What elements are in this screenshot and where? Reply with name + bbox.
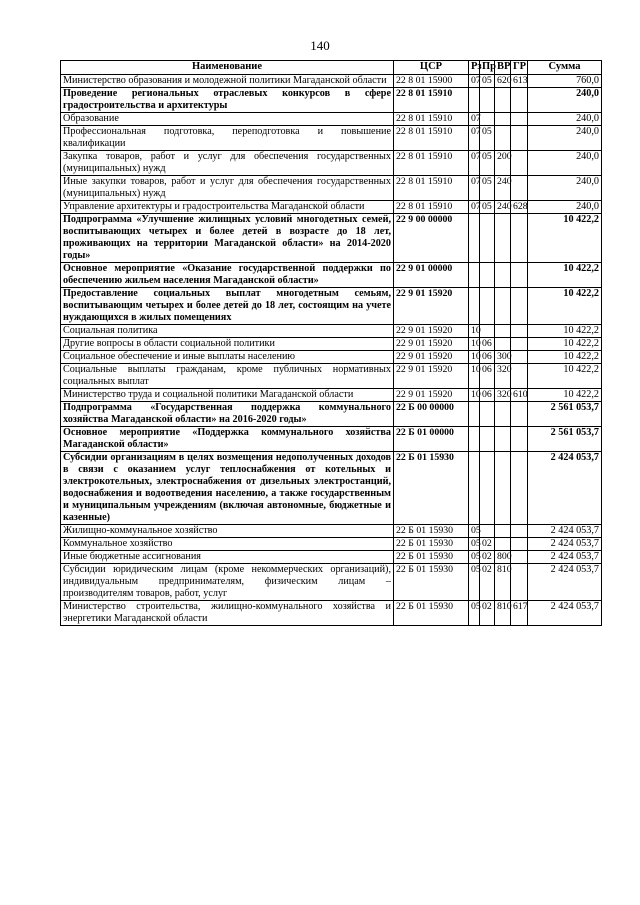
cell-name: Министерство образования и молодежной политики Магаданской области [61,75,394,88]
header-name: Наименование [61,61,394,75]
cell-vr: 240 [495,176,511,201]
cell-rz [469,402,480,427]
cell-vr [495,214,511,263]
table-row [61,75,602,88]
cell-gr: 613 [511,75,528,88]
cell-gr: 610 [511,389,528,402]
cell-pr: 05 [480,126,495,151]
cell-name: Управление архитектуры и градостроительства Магаданской области [61,201,394,214]
cell-name: Иные бюджетные ассигнования [61,551,394,564]
table-row [61,389,602,402]
cell-pr: 06 [480,389,495,402]
cell-sum: 10 422,2 [528,288,602,325]
cell-gr [511,88,528,113]
table-row [61,551,602,564]
cell-rz: 07 [469,113,480,126]
cell-csr: 22 9 01 15920 [394,389,469,402]
cell-csr: 22 8 01 15910 [394,126,469,151]
cell-rz: 07 [469,176,480,201]
cell-csr: 22 9 01 15920 [394,325,469,338]
cell-rz: 05 [469,525,480,538]
cell-sum: 10 422,2 [528,214,602,263]
cell-sum: 10 422,2 [528,338,602,351]
table-row [61,176,602,201]
cell-name: Социальная политика [61,325,394,338]
table-row [61,564,602,601]
cell-gr [511,113,528,126]
cell-csr: 22 9 01 15920 [394,338,469,351]
table-row [61,151,602,176]
cell-vr [495,338,511,351]
cell-pr [480,214,495,263]
cell-gr [511,402,528,427]
cell-vr [495,525,511,538]
table-row [61,601,602,626]
cell-rz: 07 [469,151,480,176]
cell-gr [511,364,528,389]
cell-sum: 240,0 [528,151,602,176]
header-rz: Рз [469,61,480,75]
cell-rz: 05 [469,564,480,601]
cell-rz [469,88,480,113]
cell-sum: 240,0 [528,176,602,201]
cell-gr [511,151,528,176]
cell-name: Социальное обеспечение и иные выплаты населению [61,351,394,364]
table-row [61,452,602,525]
cell-sum: 2 424 053,7 [528,564,602,601]
cell-rz: 10 [469,364,480,389]
table-row [61,88,602,113]
cell-csr: 22 Б 01 15930 [394,564,469,601]
cell-gr [511,176,528,201]
table-header-row [61,61,602,75]
cell-csr: 22 9 01 15920 [394,364,469,389]
cell-gr [511,126,528,151]
header-sum: Сумма [528,61,602,75]
cell-pr: 05 [480,151,495,176]
cell-rz [469,427,480,452]
cell-rz: 10 [469,325,480,338]
cell-pr [480,325,495,338]
cell-csr: 22 Б 01 15930 [394,452,469,525]
cell-vr: 320 [495,389,511,402]
cell-pr: 06 [480,338,495,351]
cell-sum: 10 422,2 [528,364,602,389]
cell-name: Основное мероприятие «Оказание государственной поддержки по обеспечению жильем населения Магаданской области» [61,263,394,288]
cell-rz: 05 [469,551,480,564]
cell-sum: 2 424 053,7 [528,525,602,538]
cell-vr: 620 [495,75,511,88]
cell-name: Социальные выплаты гражданам, кроме публичных нормативных социальных выплат [61,364,394,389]
cell-sum: 10 422,2 [528,263,602,288]
cell-name: Иные закупки товаров, работ и услуг для обеспечения государственных (муниципальных) нужд [61,176,394,201]
cell-name: Жилищно-коммунальное хозяйство [61,525,394,538]
cell-csr: 22 9 00 00000 [394,214,469,263]
cell-pr: 02 [480,551,495,564]
cell-name: Закупка товаров, работ и услуг для обеспечения государственных (муниципальных) нужд [61,151,394,176]
table-row [61,351,602,364]
cell-pr [480,402,495,427]
cell-csr: 22 Б 01 00000 [394,427,469,452]
cell-sum: 2 424 053,7 [528,538,602,551]
cell-pr: 06 [480,364,495,389]
table-row [61,427,602,452]
cell-csr: 22 Б 00 00000 [394,402,469,427]
cell-rz [469,452,480,525]
table-row [61,263,602,288]
cell-gr [511,351,528,364]
cell-pr: 05 [480,75,495,88]
cell-sum: 10 422,2 [528,389,602,402]
table-row [61,538,602,551]
cell-name: Министерство труда и социальной политики Магаданской области [61,389,394,402]
cell-gr [511,452,528,525]
cell-name: Субсидии организациям в целях возмещения недополученных доходов в связи с оказанием услуг теплоснабжения от котельных и электрокотельных, электроснабжения от дизельных электростанций, водоснабжения и водоотведения населению, а также государственным и муниципальным учреждениям (включая автономные, бюджетные и казенные) [61,452,394,525]
cell-gr [511,338,528,351]
cell-csr: 22 9 01 15920 [394,288,469,325]
header-pr: Пр [480,61,495,75]
cell-vr [495,538,511,551]
cell-name: Министерство строительства, жилищно-коммунального хозяйства и энергетики Магаданской области [61,601,394,626]
cell-sum: 10 422,2 [528,351,602,364]
cell-pr [480,113,495,126]
cell-rz [469,288,480,325]
cell-vr [495,288,511,325]
cell-vr: 810 [495,601,511,626]
cell-rz: 10 [469,338,480,351]
cell-sum: 760,0 [528,75,602,88]
header-vr: ВР [495,61,511,75]
table-row [61,325,602,338]
cell-rz: 07 [469,126,480,151]
cell-vr [495,427,511,452]
cell-sum: 240,0 [528,201,602,214]
header-gr: ГР [511,61,528,75]
table-row [61,113,602,126]
cell-rz: 05 [469,538,480,551]
cell-name: Подпрограмма «Государственная поддержка коммунального хозяйства Магаданской области» на 2016-2020 годы» [61,402,394,427]
cell-sum: 240,0 [528,88,602,113]
cell-sum: 2 561 053,7 [528,402,602,427]
cell-vr [495,126,511,151]
cell-csr: 22 9 01 00000 [394,263,469,288]
cell-csr: 22 Б 01 15930 [394,538,469,551]
cell-rz [469,214,480,263]
cell-gr [511,263,528,288]
cell-pr: 06 [480,351,495,364]
cell-csr: 22 9 01 15920 [394,351,469,364]
header-csr: ЦСР [394,61,469,75]
cell-gr [511,525,528,538]
cell-pr [480,525,495,538]
cell-sum: 2 424 053,7 [528,452,602,525]
cell-vr: 300 [495,351,511,364]
cell-pr [480,427,495,452]
cell-vr [495,452,511,525]
cell-pr [480,452,495,525]
cell-pr [480,88,495,113]
cell-rz: 07 [469,75,480,88]
cell-vr [495,325,511,338]
cell-rz: 07 [469,201,480,214]
cell-pr [480,288,495,325]
cell-gr [511,551,528,564]
cell-csr: 22 Б 01 15930 [394,525,469,538]
cell-name: Субсидии юридическим лицам (кроме некоммерческих организаций), индивидуальным предпринимателям, физическим лицам – производителям товаров, работ, услуг [61,564,394,601]
cell-vr: 200 [495,151,511,176]
cell-name: Проведение региональных отраслевых конкурсов в сфере градостроительства и архитектуры [61,88,394,113]
cell-csr: 22 Б 01 15930 [394,551,469,564]
table-row [61,201,602,214]
cell-gr [511,564,528,601]
cell-vr: 800 [495,551,511,564]
cell-sum: 2 561 053,7 [528,427,602,452]
cell-gr [511,325,528,338]
cell-sum: 10 422,2 [528,325,602,338]
cell-gr [511,288,528,325]
page-number: 140 [310,38,330,53]
cell-pr: 05 [480,201,495,214]
cell-vr [495,113,511,126]
cell-pr: 05 [480,176,495,201]
cell-sum: 2 424 053,7 [528,601,602,626]
cell-gr: 628 [511,201,528,214]
cell-name: Коммунальное хозяйство [61,538,394,551]
cell-pr: 02 [480,601,495,626]
cell-vr: 320 [495,364,511,389]
table-body [61,75,602,626]
cell-vr: 240 [495,201,511,214]
cell-name: Основное мероприятие «Поддержка коммунального хозяйства Магаданской области» [61,427,394,452]
cell-gr [511,427,528,452]
cell-name: Профессиональная подготовка, переподготовка и повышение квалификации [61,126,394,151]
cell-name: Подпрограмма «Улучшение жилищных условий многодетных семей, воспитывающих четырех и более детей в возрасте до 18 лет, проживающих на территории Магаданской области» на 2014-2020 годы» [61,214,394,263]
cell-gr [511,214,528,263]
cell-rz: 10 [469,389,480,402]
cell-pr [480,263,495,288]
table-row [61,126,602,151]
table-row [61,525,602,538]
cell-csr: 22 8 01 15910 [394,151,469,176]
cell-csr: 22 8 01 15900 [394,75,469,88]
cell-vr [495,402,511,427]
cell-sum: 240,0 [528,113,602,126]
cell-sum: 2 424 053,7 [528,551,602,564]
cell-csr: 22 Б 01 15930 [394,601,469,626]
cell-rz: 05 [469,601,480,626]
cell-csr: 22 8 01 15910 [394,176,469,201]
cell-name: Другие вопросы в области социальной политики [61,338,394,351]
cell-gr [511,538,528,551]
cell-rz: 10 [469,351,480,364]
cell-csr: 22 8 01 15910 [394,88,469,113]
cell-csr: 22 8 01 15910 [394,201,469,214]
cell-rz [469,263,480,288]
table-row [61,214,602,263]
cell-vr [495,88,511,113]
cell-sum: 240,0 [528,126,602,151]
table-row [61,288,602,325]
cell-name: Образование [61,113,394,126]
table-row [61,338,602,351]
table-row [61,364,602,389]
cell-pr: 02 [480,538,495,551]
cell-vr: 810 [495,564,511,601]
cell-csr: 22 8 01 15910 [394,113,469,126]
budget-table [60,60,602,626]
cell-pr: 02 [480,564,495,601]
cell-name: Предоставление социальных выплат многодетным семьям, воспитывающим четырех и более детей до 18 лет, состоящим на учете нуждающихся в жилых помещениях [61,288,394,325]
table-row [61,402,602,427]
cell-gr: 617 [511,601,528,626]
cell-vr [495,263,511,288]
